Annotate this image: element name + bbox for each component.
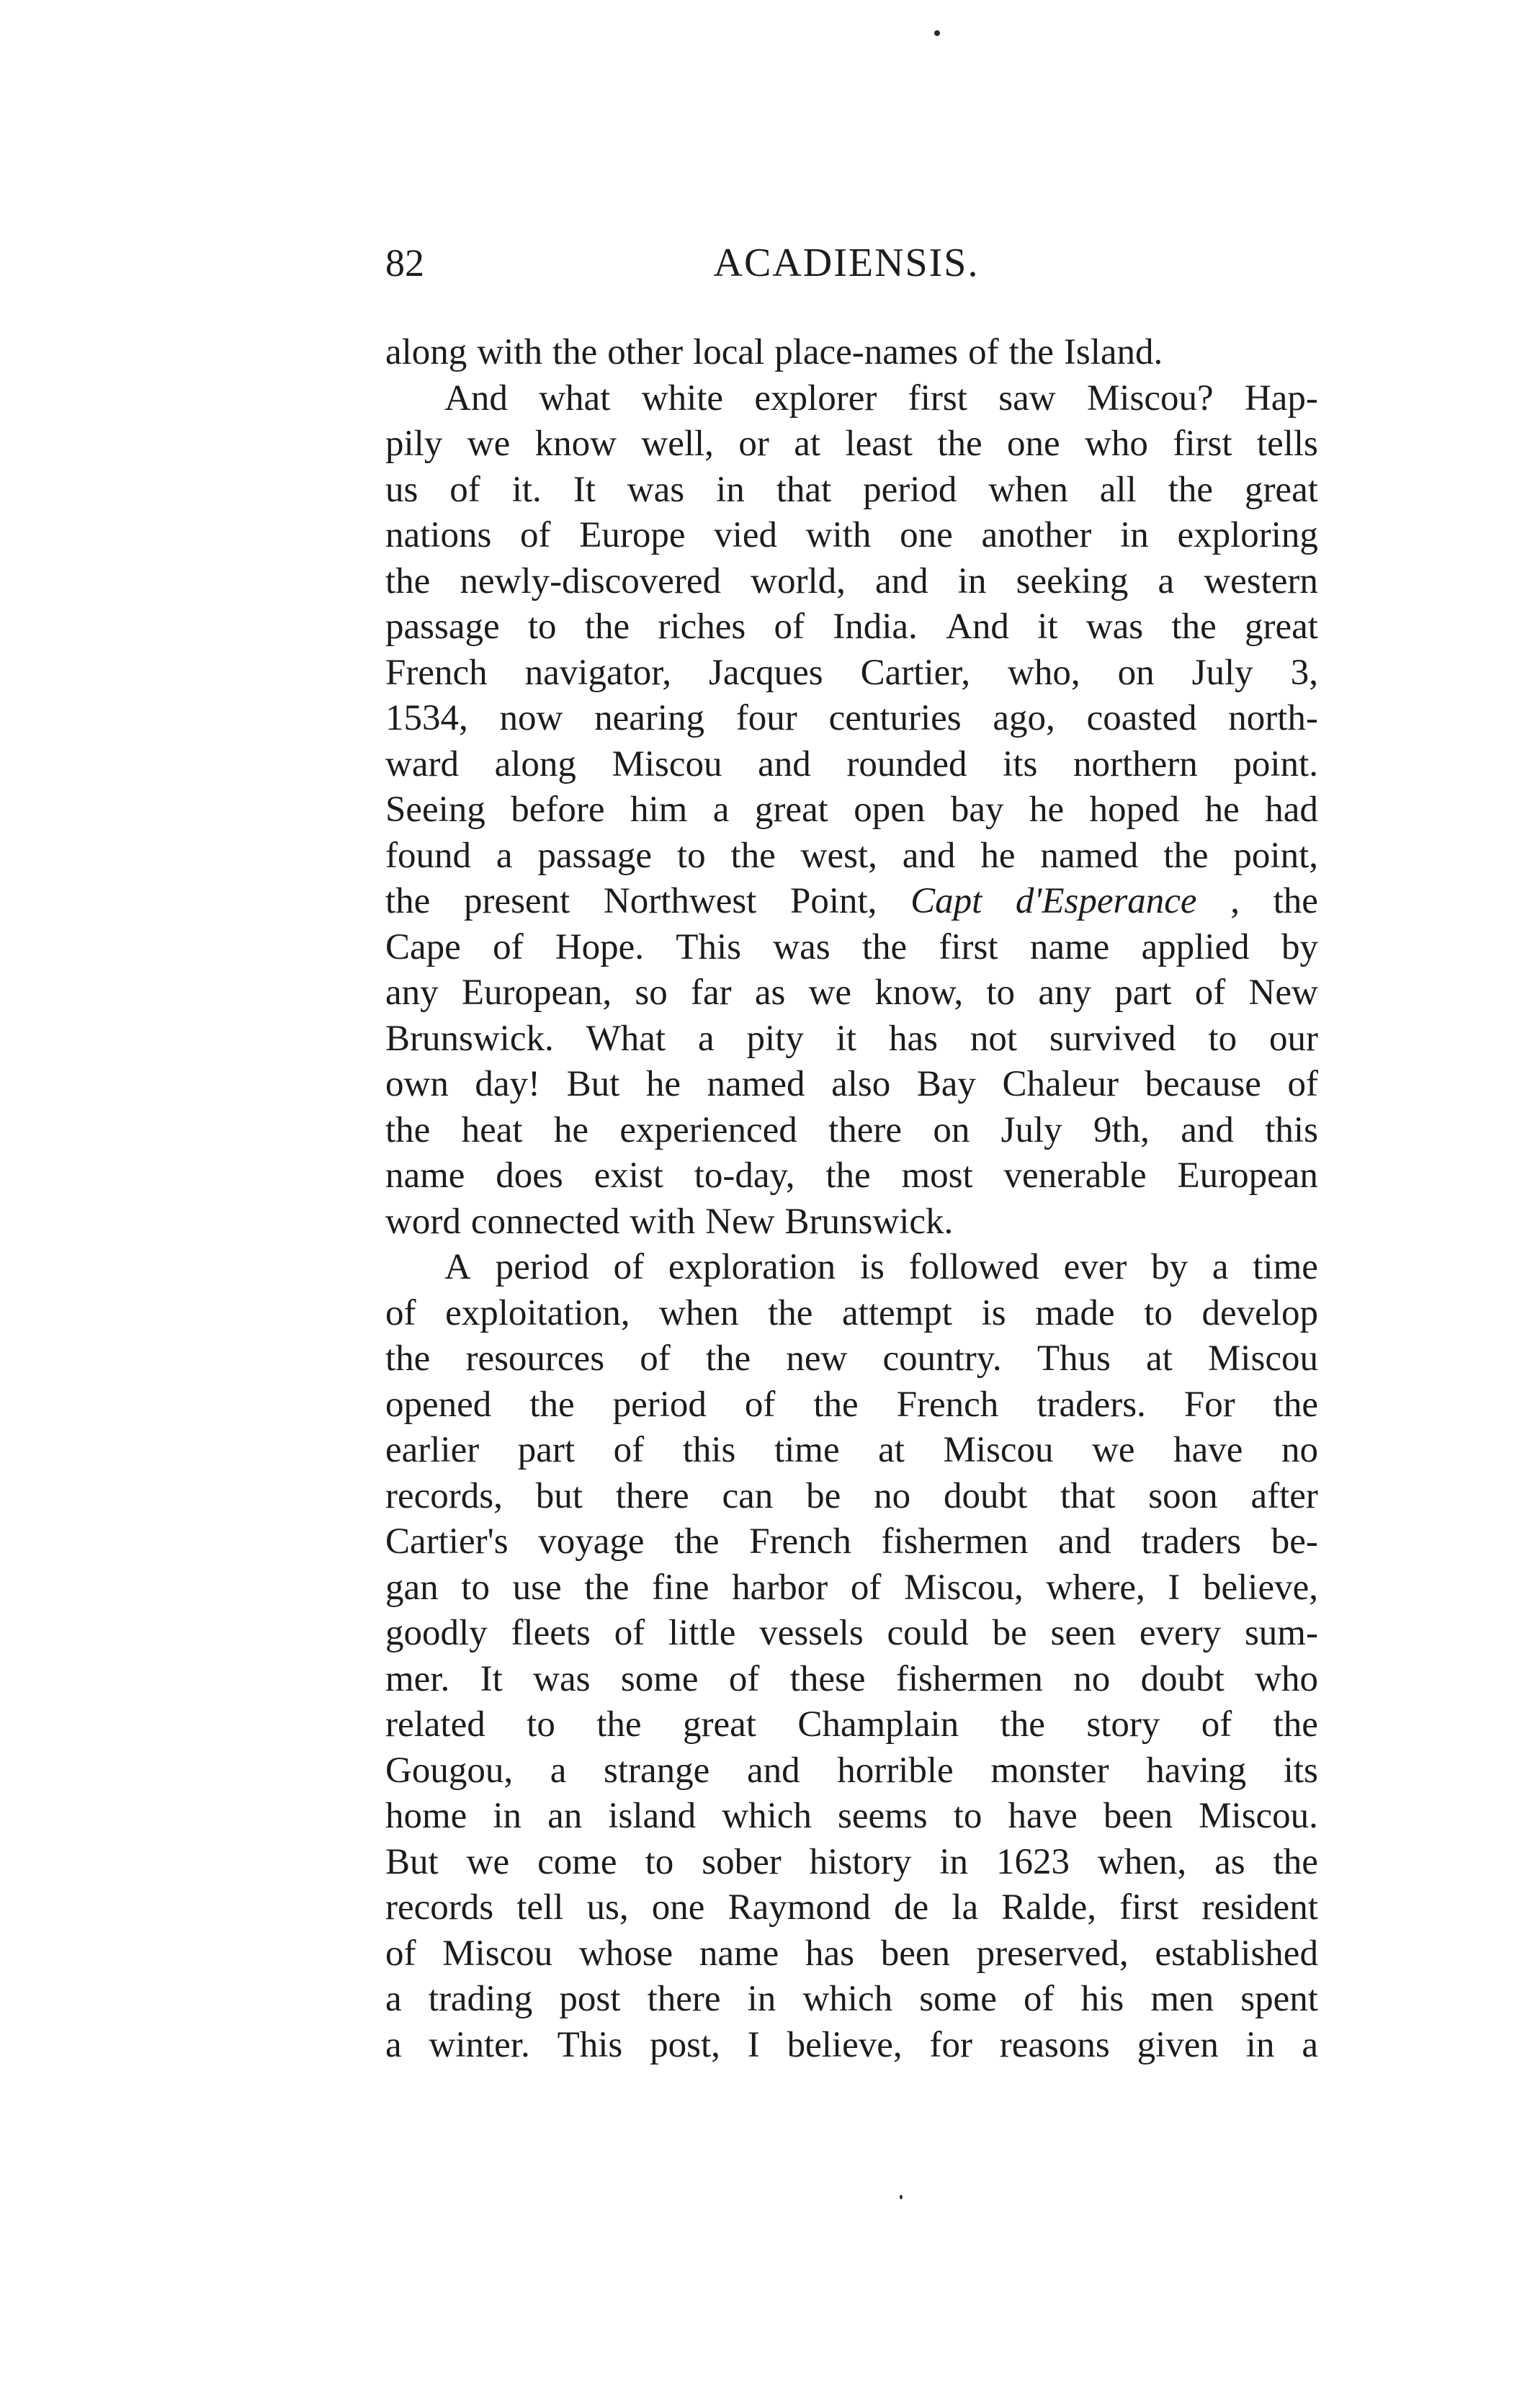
text-line: nations of Europe vied with one another in exploring (385, 515, 1318, 555)
text-line: word connected with New Brunswick. (385, 1201, 954, 1242)
text-line: us of it. It was in that period when all the great (385, 469, 1318, 510)
text-line: own day! But he named also Bay Chaleur because of (385, 1064, 1318, 1104)
text-line: earlier part of this time at Miscou we have no (385, 1430, 1318, 1470)
text-line: mer. It was some of these fishermen no doubt who (385, 1658, 1318, 1699)
text-line: ward along Miscou and rounded its northern point. (385, 743, 1318, 784)
text-line: the resources of the new country. Thus at Miscou (385, 1338, 1318, 1379)
print-speck (900, 2195, 903, 2199)
text-line: of exploitation, when the attempt is made to develop (385, 1292, 1318, 1333)
text-line: Seeing before him a great open bay he hoped he had (385, 790, 1318, 830)
text-line: And what white explorer first saw Miscou? Hap- (444, 377, 1318, 419)
text-line: pily we know well, or at least the one who first tells (385, 424, 1318, 464)
text-line: home in an island which seems to have been Miscou. (385, 1796, 1318, 1836)
text-line: records tell us, one Raymond de la Ralde, first resident (385, 1887, 1318, 1928)
text-line: the newly-discovered world, and in seeking a western (385, 560, 1318, 601)
text-line: name does exist to-day, the most venerable European (385, 1155, 1318, 1196)
running-head (385, 234, 1307, 292)
running-head-title: ACADIENSIS. (713, 241, 980, 285)
text-line: of Miscou whose name has been preserved, established (385, 1933, 1318, 1974)
text-line: found a passage to the west, and he named the point, (385, 835, 1318, 876)
text-line: the heat he experienced there on July 9th, and this (385, 1109, 1318, 1150)
text-line: French navigator, Jacques Cartier, who, on July 3, (385, 652, 1318, 693)
text-line: gan to use the fine harbor of Miscou, where, I believe, (385, 1567, 1318, 1608)
text-line: opened the period of the French traders. For the (385, 1384, 1318, 1425)
text-line: the present Northwest Point, Capt d'Esperance , the (385, 881, 1318, 921)
body-text (385, 330, 1318, 2068)
print-speck (934, 30, 940, 36)
text-line: Cape of Hope. This was the first name applied by (385, 926, 1318, 967)
text-line: But we come to sober history in 1623 when, as the (385, 1841, 1318, 1882)
text-line: goodly fleets of little vessels could be seen every sum- (385, 1613, 1318, 1653)
text-line: Cartier's voyage the French fishermen and traders be- (385, 1521, 1318, 1562)
text-line: along with the other local place-names of the Island. (385, 332, 1163, 372)
text-line: a winter. This post, I believe, for reasons given in a (385, 2024, 1318, 2065)
text-line: passage to the riches of India. And it was the great (385, 607, 1318, 647)
text-line: any European, so far as we know, to any part of New (385, 972, 1318, 1013)
text-line: related to the great Champlain the story of the (385, 1704, 1318, 1745)
text-line: 1534, now nearing four centuries ago, coasted north- (385, 698, 1318, 738)
text-line: a trading post there in which some of his men spent (385, 1979, 1318, 2019)
text-line: Gougou, a strange and horrible monster having its (385, 1750, 1318, 1791)
text-line: records, but there can be no doubt that soon after (385, 1475, 1318, 1516)
text-line: Brunswick. What a pity it has not survived to our (385, 1018, 1318, 1059)
page-number: 82 (385, 241, 424, 285)
text-line: A period of exploration is followed ever by a time (444, 1247, 1318, 1287)
